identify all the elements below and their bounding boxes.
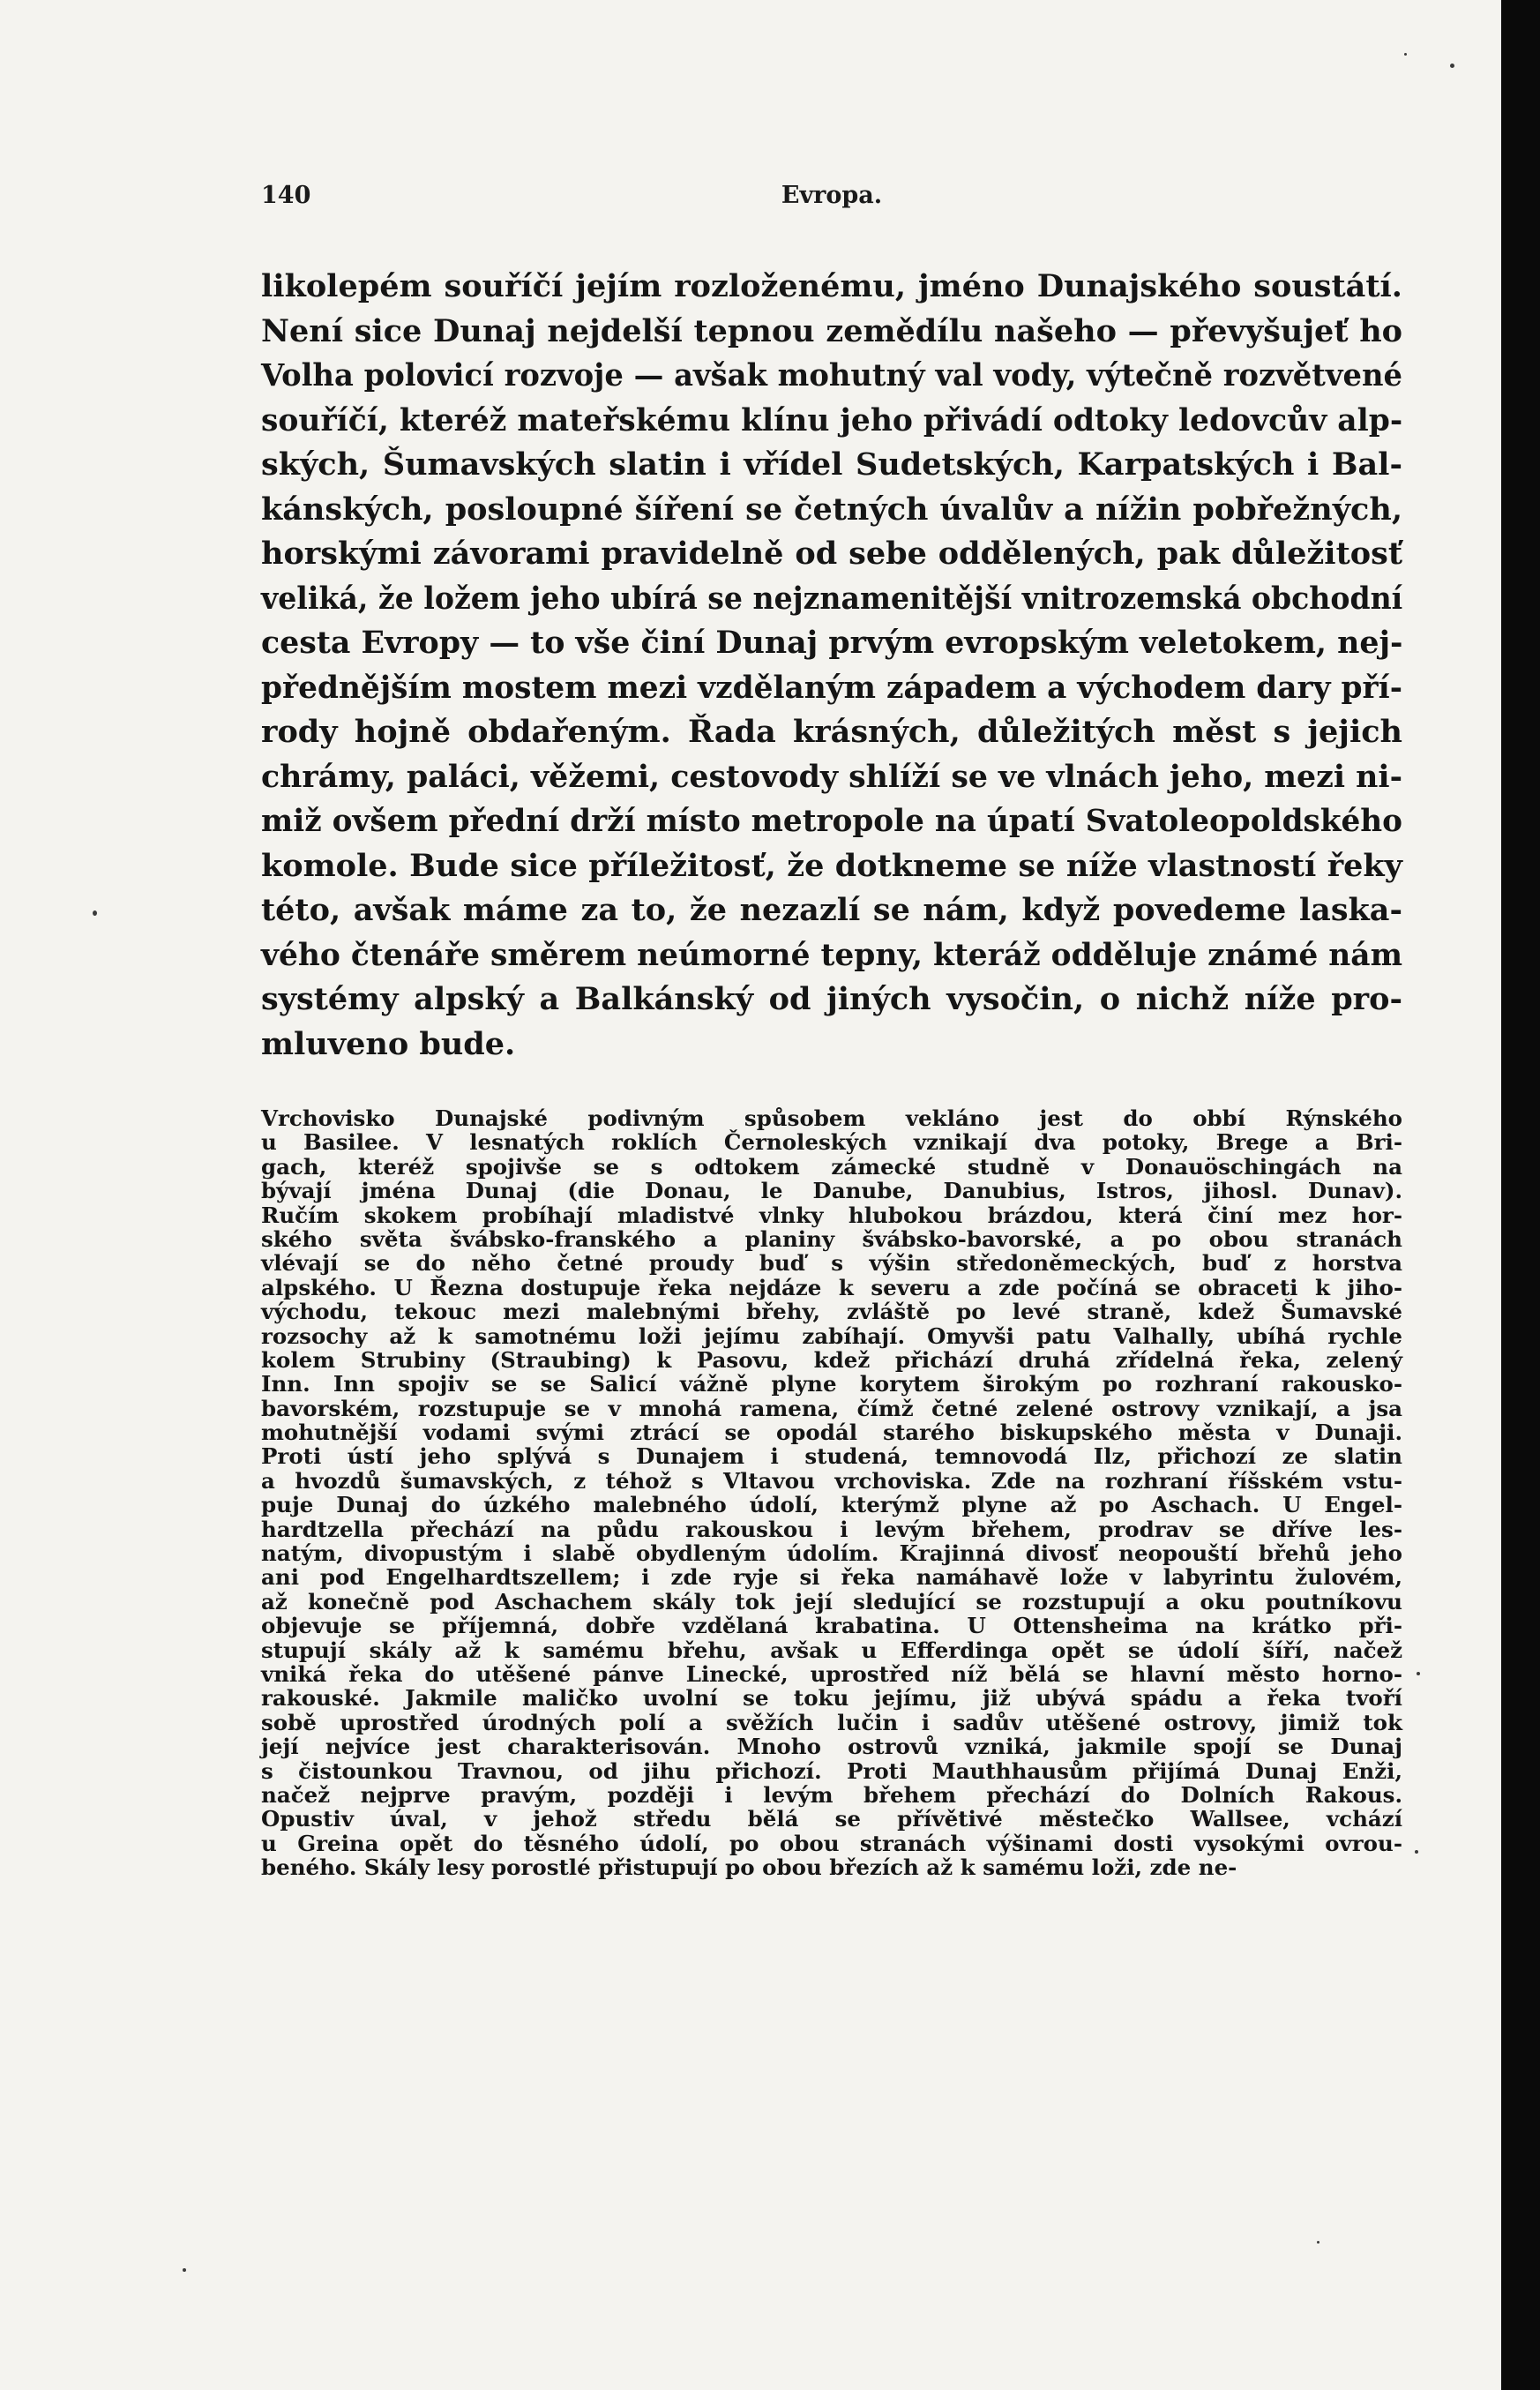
- note-line: natým, divopustým i slabě obydleným údolím. Krajinná divosť neopouští břehů jeho: [261, 1540, 1402, 1567]
- note-line: načež nejprve pravým, později i levým břehem přechází do Dolních Rakous.: [261, 1781, 1402, 1808]
- note-line: ského světa švábsko-franského a planiny švábsko-bavorské, a po obou stranách: [261, 1225, 1402, 1252]
- paper-speck: [183, 2268, 186, 2272]
- page-number: 140: [261, 182, 311, 209]
- note-line: u Greina opět do těsného údolí, po obou stranách výšinami dosti vysokými ovrou-: [261, 1830, 1402, 1856]
- note-line: ani pod Engelhardtszellem; i zde ryje si řeka namáhavě lože v labyrintu žulovém,: [261, 1564, 1402, 1591]
- text-line: mluveno bude.: [261, 1025, 516, 1062]
- note-line: objevuje se příjemná, dobře vzdělaná krabatina. U Ottensheima na krátko při-: [261, 1613, 1402, 1639]
- footnote-block: [261, 1106, 1402, 1880]
- text-line: ských, Šumavských slatin i vřídel Sudetských, Karpatských i Bal-: [261, 446, 1402, 483]
- paper-speck: [1415, 1850, 1418, 1854]
- page-edge-shadow: [1501, 0, 1540, 2390]
- page-header: [261, 176, 1402, 219]
- note-line: stupují skály až k samému břehu, avšak u Efferdinga opět se údolí šíří, načež: [261, 1637, 1402, 1663]
- note-line: beného. Skály lesy porostlé přistupují po obou březích až k samému loži, zde ne-: [261, 1854, 1237, 1881]
- main-paragraph: [261, 265, 1402, 1067]
- note-line: kolem Strubiny (Straubing) k Pasovu, kdež přichází druhá zřídelná řeka, zelený: [261, 1346, 1402, 1373]
- note-line: její nejvíce jest charakterisován. Mnoho ostrovů vzniká, jakmile spojí se Dunaj: [261, 1734, 1402, 1760]
- note-line: vlévají se do něho četné proudy buď s výšin středoněmeckých, buď z horstva: [261, 1250, 1402, 1277]
- note-line: Proti ústí jeho splývá s Dunajem i studená, temnovodá Ilz, přichozí ze slatin: [261, 1443, 1402, 1470]
- note-line: u Basilee. V lesnatých roklích Černoleských vznikají dva potoky, Brege a Bri-: [261, 1129, 1402, 1156]
- text-line: Volha polovicí rozvoje — avšak mohutný val vody, výtečně rozvětvené: [261, 357, 1402, 393]
- note-line: až konečně pod Aschachem skály tok její sledující se rozstupují a oku poutníkovu: [261, 1588, 1402, 1615]
- note-line: Opustiv úval, v jehož středu bělá se přívětivé městečko Wallsee, vchází: [261, 1806, 1402, 1832]
- paper-speck: [1317, 2241, 1319, 2244]
- text-line: přednějším mostem mezi vzdělaným západem a východem dary pří-: [261, 669, 1402, 706]
- note-line: Ručím skokem probíhají mladistvé vlnky hlubokou brázdou, která činí mez hor-: [261, 1202, 1402, 1228]
- note-line: bývají jména Dunaj (die Donau, le Danube, Danubius, Istros, jihosl. Dunav).: [261, 1178, 1402, 1204]
- text-line: horskými závorami pravidelně od sebe oddělených, pak důležitosť: [261, 536, 1402, 572]
- text-line: veliká, že ložem jeho ubírá se nejznamenitější vnitrozemská obchodní: [261, 580, 1403, 617]
- text-line: cesta Evropy — to vše činí Dunaj prvým evropským veletokem, nej-: [261, 625, 1403, 661]
- note-line: Inn. Inn spojiv se se Salicí vážně plyne korytem širokým po rozhraní rakousko-: [261, 1371, 1402, 1397]
- note-line: mohutnější vodami svými ztrácí se opodál starého biskupského města v Dunaji.: [261, 1420, 1402, 1446]
- note-line: sobě uprostřed úrodných polí a svěžích lučin i sadův utěšené ostrovy, jimiž tok: [261, 1709, 1402, 1735]
- text-line: systémy alpský a Balkánský od jiných vysočin, o nichž níže pro-: [261, 981, 1402, 1017]
- paper-speck: [93, 910, 97, 916]
- note-line: východu, tekouc mezi malebnými břehy, zvláště po levé straně, kdež Šumavské: [261, 1299, 1402, 1325]
- note-line: alpského. U Řezna dostupuje řeka nejdáze k severu a zde počíná se obraceti k jiho-: [261, 1274, 1402, 1300]
- text-line: vého čtenáře směrem neúmorné tepny, kteráž odděluje známé nám: [261, 936, 1403, 973]
- text-line: souříčí, kteréž mateřskému klínu jeho přivádí odtoky ledovcův alp-: [261, 401, 1403, 438]
- paper-speck: [1450, 64, 1454, 68]
- running-title: Evropa.: [781, 182, 883, 209]
- text-line: Není sice Dunaj nejdelší tepnou zemědílu našeho — převyšujeť ho: [261, 312, 1402, 349]
- paper-speck: [1404, 53, 1407, 56]
- note-line: Vrchovisko Dunajské podivným spůsobem vekláno jest do obbí Rýnského: [261, 1105, 1402, 1131]
- note-line: rozsochy až k samotnému loži jejímu zabíhají. Omyvši patu Valhally, ubíhá rychle: [261, 1322, 1402, 1349]
- note-line: rakouské. Jakmile maličko uvolní se toku jejímu, již ubývá spádu a řeka tvoří: [261, 1685, 1402, 1712]
- note-line: a hvozdů šumavských, z téhož s Vltavou vrchoviska. Zde na rozhraní říšském vstu-: [261, 1467, 1402, 1494]
- text-line: chrámy, paláci, věžemi, cestovody shlíží se ve vlnách jeho, mezi ni-: [261, 758, 1403, 795]
- paper-speck: [1417, 1672, 1420, 1675]
- note-line: bavorském, rozstupuje se v mnohá ramena, čímž četné zelené ostrovy vznikají, a jsa: [261, 1395, 1402, 1421]
- text-line: likolepém souříčí jejím rozloženému, jméno Dunajského soustátí.: [261, 268, 1402, 304]
- note-line: gach, kteréž spojivše se s odtokem zámecké studně v Donauöschingách na: [261, 1153, 1402, 1180]
- text-line: komole. Bude sice příležitosť, že dotkneme se níže vlastností řeky: [261, 847, 1402, 884]
- note-line: vniká řeka do utěšené pánve Linecké, uprostřed níž bělá se hlavní město horno-: [261, 1660, 1402, 1687]
- text-line: miž ovšem přední drží místo metropole na úpatí Svatoleopoldského: [261, 803, 1403, 839]
- text-line: této, avšak máme za to, že nezazlí se nám, když povedeme laska-: [261, 892, 1402, 928]
- text-line: rody hojně obdařeným. Řada krásných, důležitých měst s jejich: [261, 714, 1402, 750]
- note-line: puje Dunaj do úzkého malebného údolí, kterýmž plyne až po Aschach. U Engel-: [261, 1492, 1402, 1518]
- note-line: s čistounkou Travnou, od jihu přichozí. Proti Mauthhausům přijímá Dunaj Enži,: [261, 1757, 1402, 1784]
- text-line: kánských, posloupné šíření se četných úvalův a nížin pobřežných,: [261, 491, 1402, 528]
- note-line: hardtzella přechází na půdu rakouskou i levým břehem, prodrav se dříve les-: [261, 1516, 1402, 1542]
